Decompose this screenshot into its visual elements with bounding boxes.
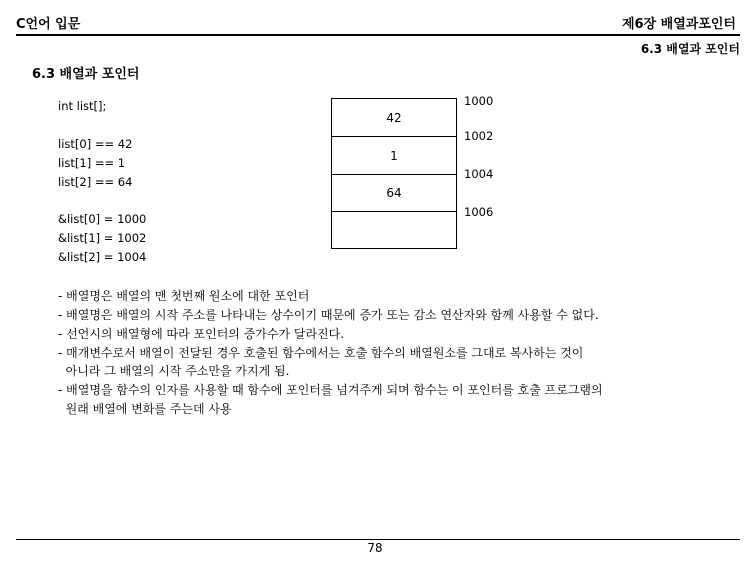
chapter-title: 제6장 배열과포인터	[621, 17, 736, 32]
bullet-text: 원래 배열에 변화를 주는데 사용	[58, 402, 232, 416]
memory-address-label: 1002	[464, 129, 494, 143]
code-value-line: list[2] == 64	[58, 175, 133, 189]
code-value-line: list[1] == 1	[58, 156, 126, 170]
page-number: 78	[367, 541, 383, 555]
bullet-text: - 선언시의 배열형에 따라 포인터의 증가수가 달라진다.	[58, 327, 345, 341]
footer-rule	[16, 539, 740, 540]
code-declaration: int list[];	[58, 99, 107, 113]
header-rule	[16, 34, 740, 36]
memory-cell-divider	[332, 136, 456, 137]
bullet-text: - 매개변수로서 배열이 전달된 경우 호출된 함수에서는 호출 함수의 배열원소를 그대로 복사하는 것이	[58, 346, 584, 360]
memory-address-label: 1000	[464, 94, 494, 108]
memory-address-label: 1004	[464, 167, 494, 181]
section-subheader: 6.3 배열과 포인터	[640, 42, 740, 56]
memory-cell-value: 1	[390, 149, 398, 163]
section-title: 6.3 배열과 포인터	[32, 67, 140, 82]
book-title: C언어 입문	[16, 17, 81, 32]
memory-cell-value: 42	[386, 111, 402, 125]
code-address-line: &list[0] = 1000	[58, 212, 147, 226]
code-address-line: &list[2] = 1004	[58, 250, 147, 264]
memory-cell-divider	[332, 174, 456, 175]
code-address-line: &list[1] = 1002	[58, 231, 147, 245]
memory-cell-value: 64	[386, 186, 402, 200]
bullet-text: - 배열명을 함수의 인자를 사용할 때 함수에 포인터를 넘겨주게 되며 함수는 이 포인터를 호출 프로그램의	[58, 383, 603, 397]
memory-diagram	[331, 98, 457, 249]
bullet-text: - 배열명은 배열의 시작 주소를 나타내는 상수이기 때문에 증가 또는 감소 연산자와 함께 사용할 수 없다.	[58, 308, 599, 322]
memory-cell-divider	[332, 211, 456, 212]
bullet-text: - 배열명은 배열의 맨 첫번째 원소에 대한 포인터	[58, 289, 310, 303]
bullet-text: 아니라 그 배열의 시작 주소만을 가지게 됨.	[58, 364, 290, 378]
code-value-line: list[0] == 42	[58, 137, 133, 151]
memory-address-label: 1006	[464, 205, 494, 219]
